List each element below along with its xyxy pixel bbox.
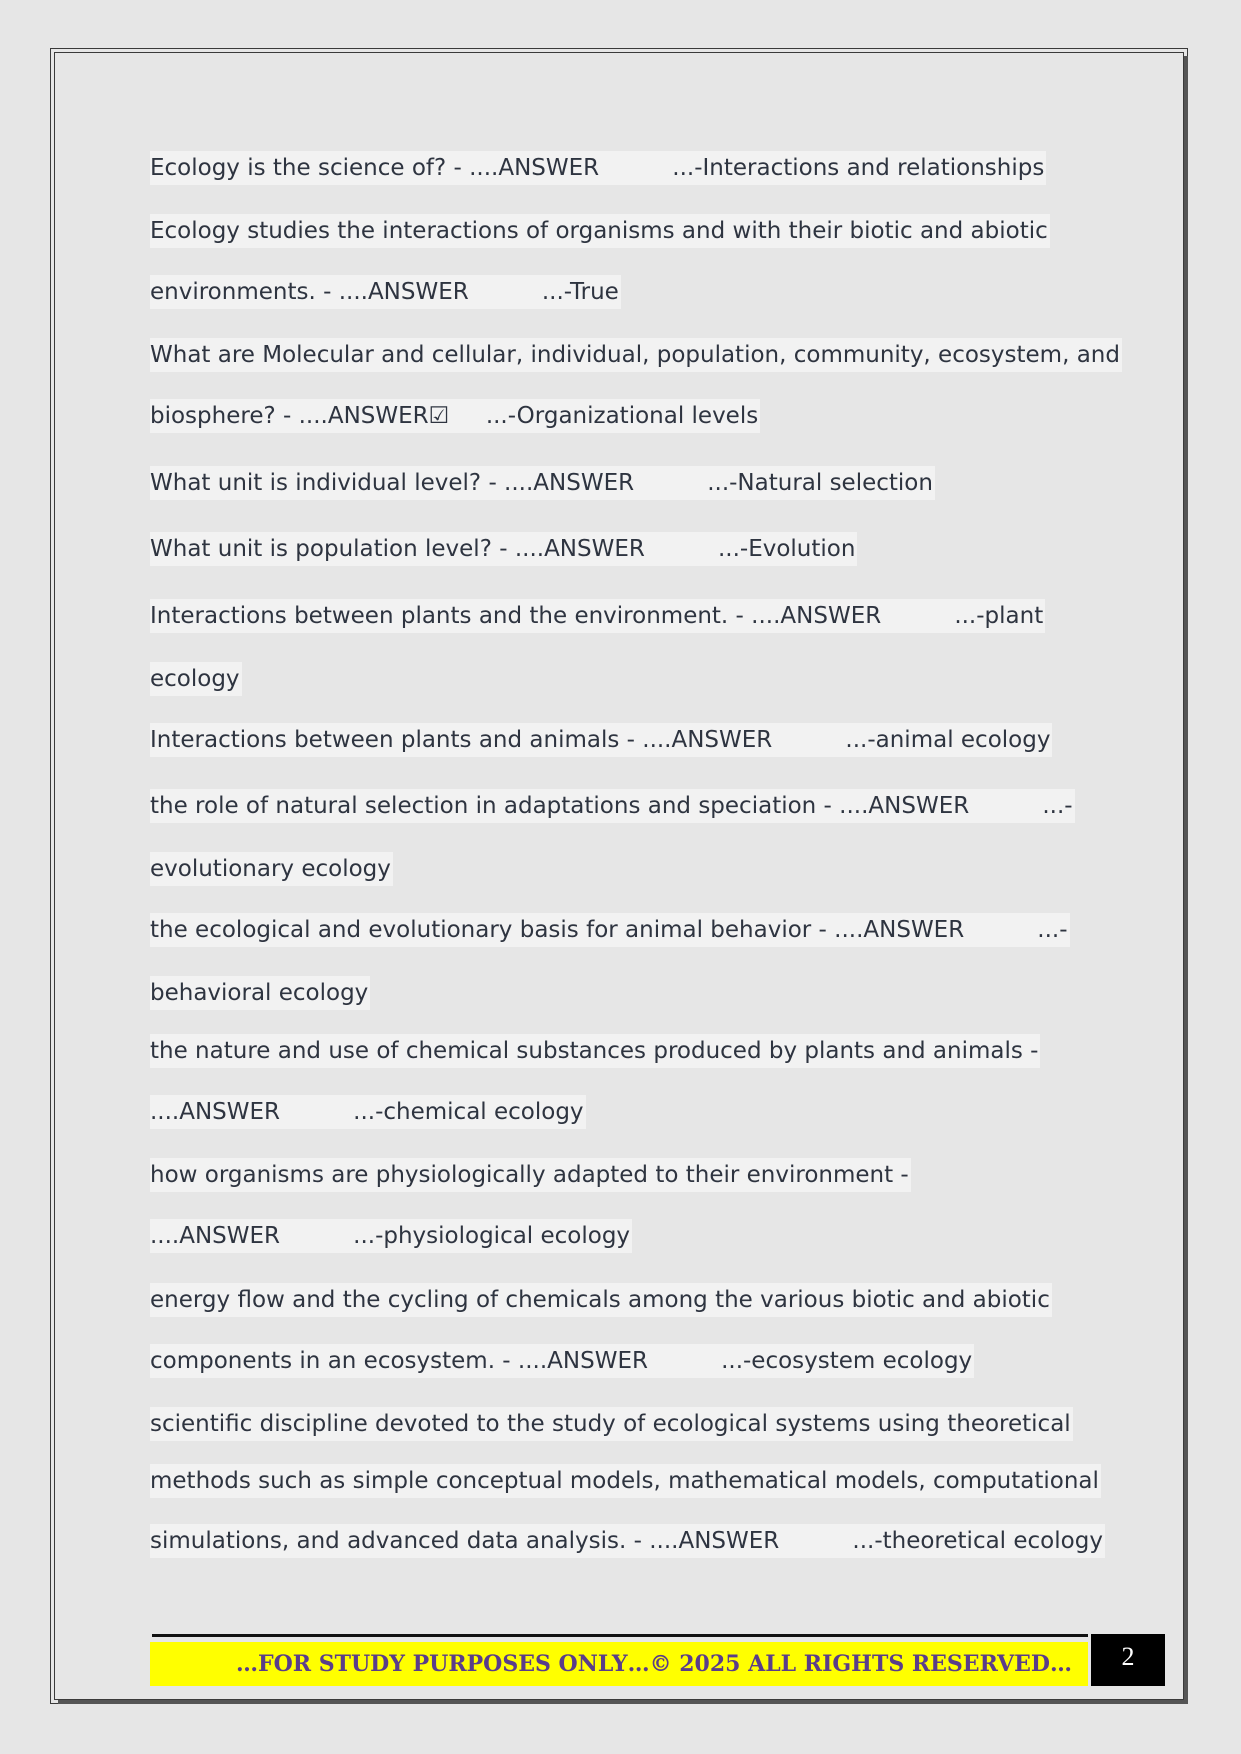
qa-line: ....ANSWER ...-physiological ecology bbox=[150, 1219, 632, 1253]
qa-line: how organisms are physiologically adapted to their environment - bbox=[150, 1158, 911, 1192]
qa-line: Interactions between plants and the environment. - ....ANSWER ...-plant bbox=[150, 599, 1045, 633]
footer-banner: …FOR STUDY PURPOSES ONLY…© 2025 ALL RIGHTS RESERVED… bbox=[150, 1642, 1088, 1686]
qa-line: ....ANSWER ...-chemical ecology bbox=[150, 1095, 586, 1129]
qa-line: evolutionary ecology bbox=[150, 852, 393, 886]
footer-rule bbox=[152, 1634, 1088, 1637]
qa-line: scientific discipline devoted to the study of ecological systems using theoretical bbox=[150, 1407, 1073, 1441]
qa-line: Ecology studies the interactions of organisms and with their biotic and abiotic bbox=[150, 214, 1050, 248]
page-number: 2 bbox=[1091, 1634, 1165, 1686]
qa-line: Interactions between plants and animals - ....ANSWER ...-animal ecology bbox=[150, 723, 1052, 757]
qa-line: the role of natural selection in adaptations and speciation - ....ANSWER ...- bbox=[150, 789, 1075, 823]
qa-line: the nature and use of chemical substances produced by plants and animals - bbox=[150, 1034, 1040, 1068]
qa-line: environments. - ....ANSWER ...-True bbox=[150, 275, 621, 309]
qa-line: What unit is individual level? - ....ANSWER ...-Natural selection bbox=[150, 466, 935, 500]
qa-line: components in an ecosystem. - ....ANSWER ...-ecosystem ecology bbox=[150, 1344, 974, 1378]
qa-line: ecology bbox=[150, 662, 242, 696]
qa-line: Ecology is the science of? - ....ANSWER ...-Interactions and relationships bbox=[150, 151, 1046, 185]
qa-line: biosphere? - ....ANSWER☑ ...-Organizational levels bbox=[150, 399, 760, 433]
qa-line: What unit is population level? - ....ANSWER ...-Evolution bbox=[150, 532, 857, 566]
qa-line: methods such as simple conceptual models, mathematical models, computational bbox=[150, 1464, 1101, 1498]
qa-line: energy flow and the cycling of chemicals among the various biotic and abiotic bbox=[150, 1283, 1052, 1317]
qa-line: behavioral ecology bbox=[150, 976, 370, 1010]
qa-line: What are Molecular and cellular, individual, population, community, ecosystem, and bbox=[150, 338, 1122, 372]
qa-line: the ecological and evolutionary basis for animal behavior - ....ANSWER ...- bbox=[150, 913, 1070, 947]
qa-line: simulations, and advanced data analysis. - ....ANSWER ...-theoretical ecology bbox=[150, 1524, 1105, 1558]
